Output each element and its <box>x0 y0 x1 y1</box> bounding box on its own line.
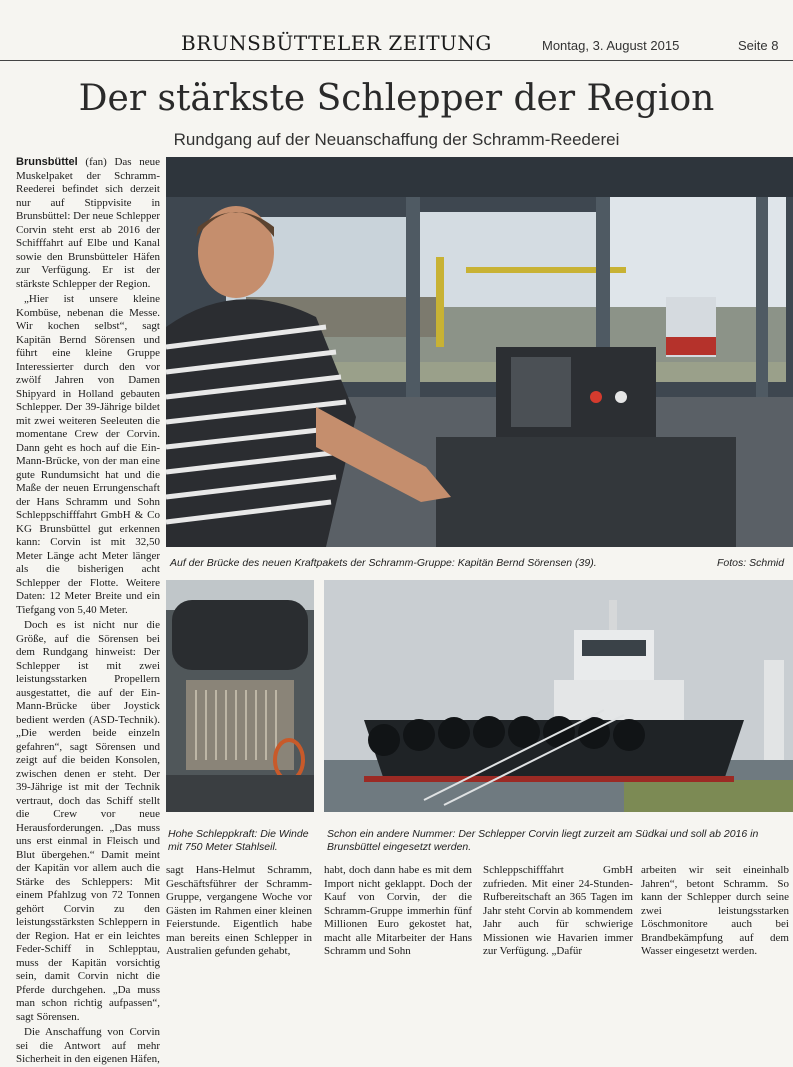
winch-photo-caption: Hohe Schleppkraft: Die Winde mit 750 Meter Stahlseil. <box>168 828 309 853</box>
paragraph: Die Anschaffung von Corvin sei die Antwort auf mehr Sicherheit in den eigenen Häfen, <box>16 1026 160 1065</box>
bridge-photo <box>166 157 793 547</box>
lead-text: (fan) Das neue Muskelpaket der Schramm-Reederei befindet sich derzeit nur auf Stippvisite in Brunsbüttel: Der neue Schlepper Corvin steht erst ab 2016 der Schifffahrt auf Elbe und Kanal sowie den Brunsbütteler Häfen zur Verfügung. Er ist der stärkste Schlepper der Region. <box>16 156 160 290</box>
article-column-4 <box>483 864 633 958</box>
paragraph: sagt Hans-Helmut Schramm, Geschäftsführer der Schramm-Gruppe, vergangene Woche vor Gästen im Rahmen einer kleinen Feierstunde. Eigentlich habe man bereits einen Schlepper in Australien gefunden gehabt, <box>166 864 312 957</box>
photo-credit: Fotos: Schmid <box>717 557 785 569</box>
masthead-date: Montag, 3. August 2015 <box>542 38 680 53</box>
tugboat-photo <box>324 580 793 812</box>
article-column-2 <box>166 864 312 958</box>
dateline: Brunsbüttel <box>16 156 78 168</box>
article-column-1 <box>16 156 160 1065</box>
paragraph: Schleppschifffahrt GmbH zufrieden. Mit einer 24-Stunden-Rufbereitschaft an 365 Tagen im Jahr steht Corvin ab kommendem Jahr auch für schwierige Missionen wie Havarien immer zur Verfügung. „Dafür <box>483 864 633 957</box>
paragraph: „Hier ist unsere kleine Kombüse, nebenan die Messe. Wir kochen selbst“, sagt Kapitän Bernd Sörensen und führt eine kleine Gruppe Interessierter durch den vor zwölf Jahren von Damen Shipyard in Holland gebauten Schlepper. Der 39-Jährige bildet mit zwei weiteren Seeleuten die momentane Crew der Corvin. Dann geht es hoch auf die Ein-Mann-Brücke, von der man eine gute Rundumsicht hat und die Maße der neuen Errungenschaft der Hans Schramm und Sohn Schleppschifffahrt GmbH & Co KG Brunsbüttel gut erkennen kann: Corvin ist mit 32,50 Meter Länge acht Meter länger als die bisherigen acht Schlepper der Flotte. Weitere Daten: 12 Meter Breite und ein Tiefgang von 5,40 Meter. <box>16 293 160 616</box>
lead-paragraph <box>16 156 160 291</box>
masthead-name: BRUNSBÜTTELER ZEITUNG <box>181 31 492 55</box>
paragraph: habt, doch dann habe es mit dem Import nicht geklappt. Doch der Kauf von Corvin, der die Schramm-Gruppe immerhin fünf Millionen Euro gekostet hat, macht alle Mitarbeiter der Hans Schramm und Sohn <box>324 864 472 957</box>
paragraph: arbeiten wir seit eineinhalb Jahren“, betont Schramm. So kann der Schlepper durch seine zwei leistungsstarken Löschmonitore auch bei Brandbekämpfung auf dem Wasser eingesetzt werden. <box>641 864 789 957</box>
tugboat-photo-caption: Schon ein andere Nummer: Der Schlepper Corvin liegt zurzeit am Südkai und soll ab 2016 in Brunsbüttel eingesetzt werden. <box>327 828 759 853</box>
winch-photo <box>166 580 314 812</box>
headline: Der stärkste Schlepper der Region <box>78 78 715 119</box>
article-column-5 <box>641 864 789 958</box>
paragraph: Doch es ist nicht nur die Größe, auf die Sörensen bei dem Rundgang hinweist: Der Schlepper ist mit zwei leistungsstarken Propellern ausgestattet, die auf der Ein-Mann-Brücke über Joystick bedient werden (ASD-Technik). „Die werden beide einzeln gefahren“, sagt Sörensen und zeigt auf die beiden Konsolen, zwischen denen er steht. Der 39-Jährige ist mit der Technik vertraut, doch das Schiff stellt die Crew vor neue Herausforderungen. „Das muss uns erst einmal in Fleisch und Blut übergehen.“ Damit meint der Kapitän vor allem auch die Stärke des Schleppers: Mit einem Pfahlzug von 72 Tonnen gehört Corvin zu den leistungsstärksten Schleppern in der Region. Hat er ein leichtes Feder-Schiff in Schlepptau, muss der Kapitän vorsichtig sein, damit Corvin nicht die Pferde durchgehen. „Da muss man schon richtig aufpassen“, sagt Sörensen. <box>16 619 160 1023</box>
masthead-page: Seite 8 <box>738 38 779 53</box>
masthead-rule <box>0 60 793 61</box>
article-column-3 <box>324 864 472 958</box>
subheadline: Rundgang auf der Neuanschaffung der Schramm-Reederei <box>173 130 620 149</box>
bridge-photo-caption: Auf der Brücke des neuen Kraftpakets der Schramm-Gruppe: Kapitän Bernd Sörensen (39). <box>170 557 597 569</box>
